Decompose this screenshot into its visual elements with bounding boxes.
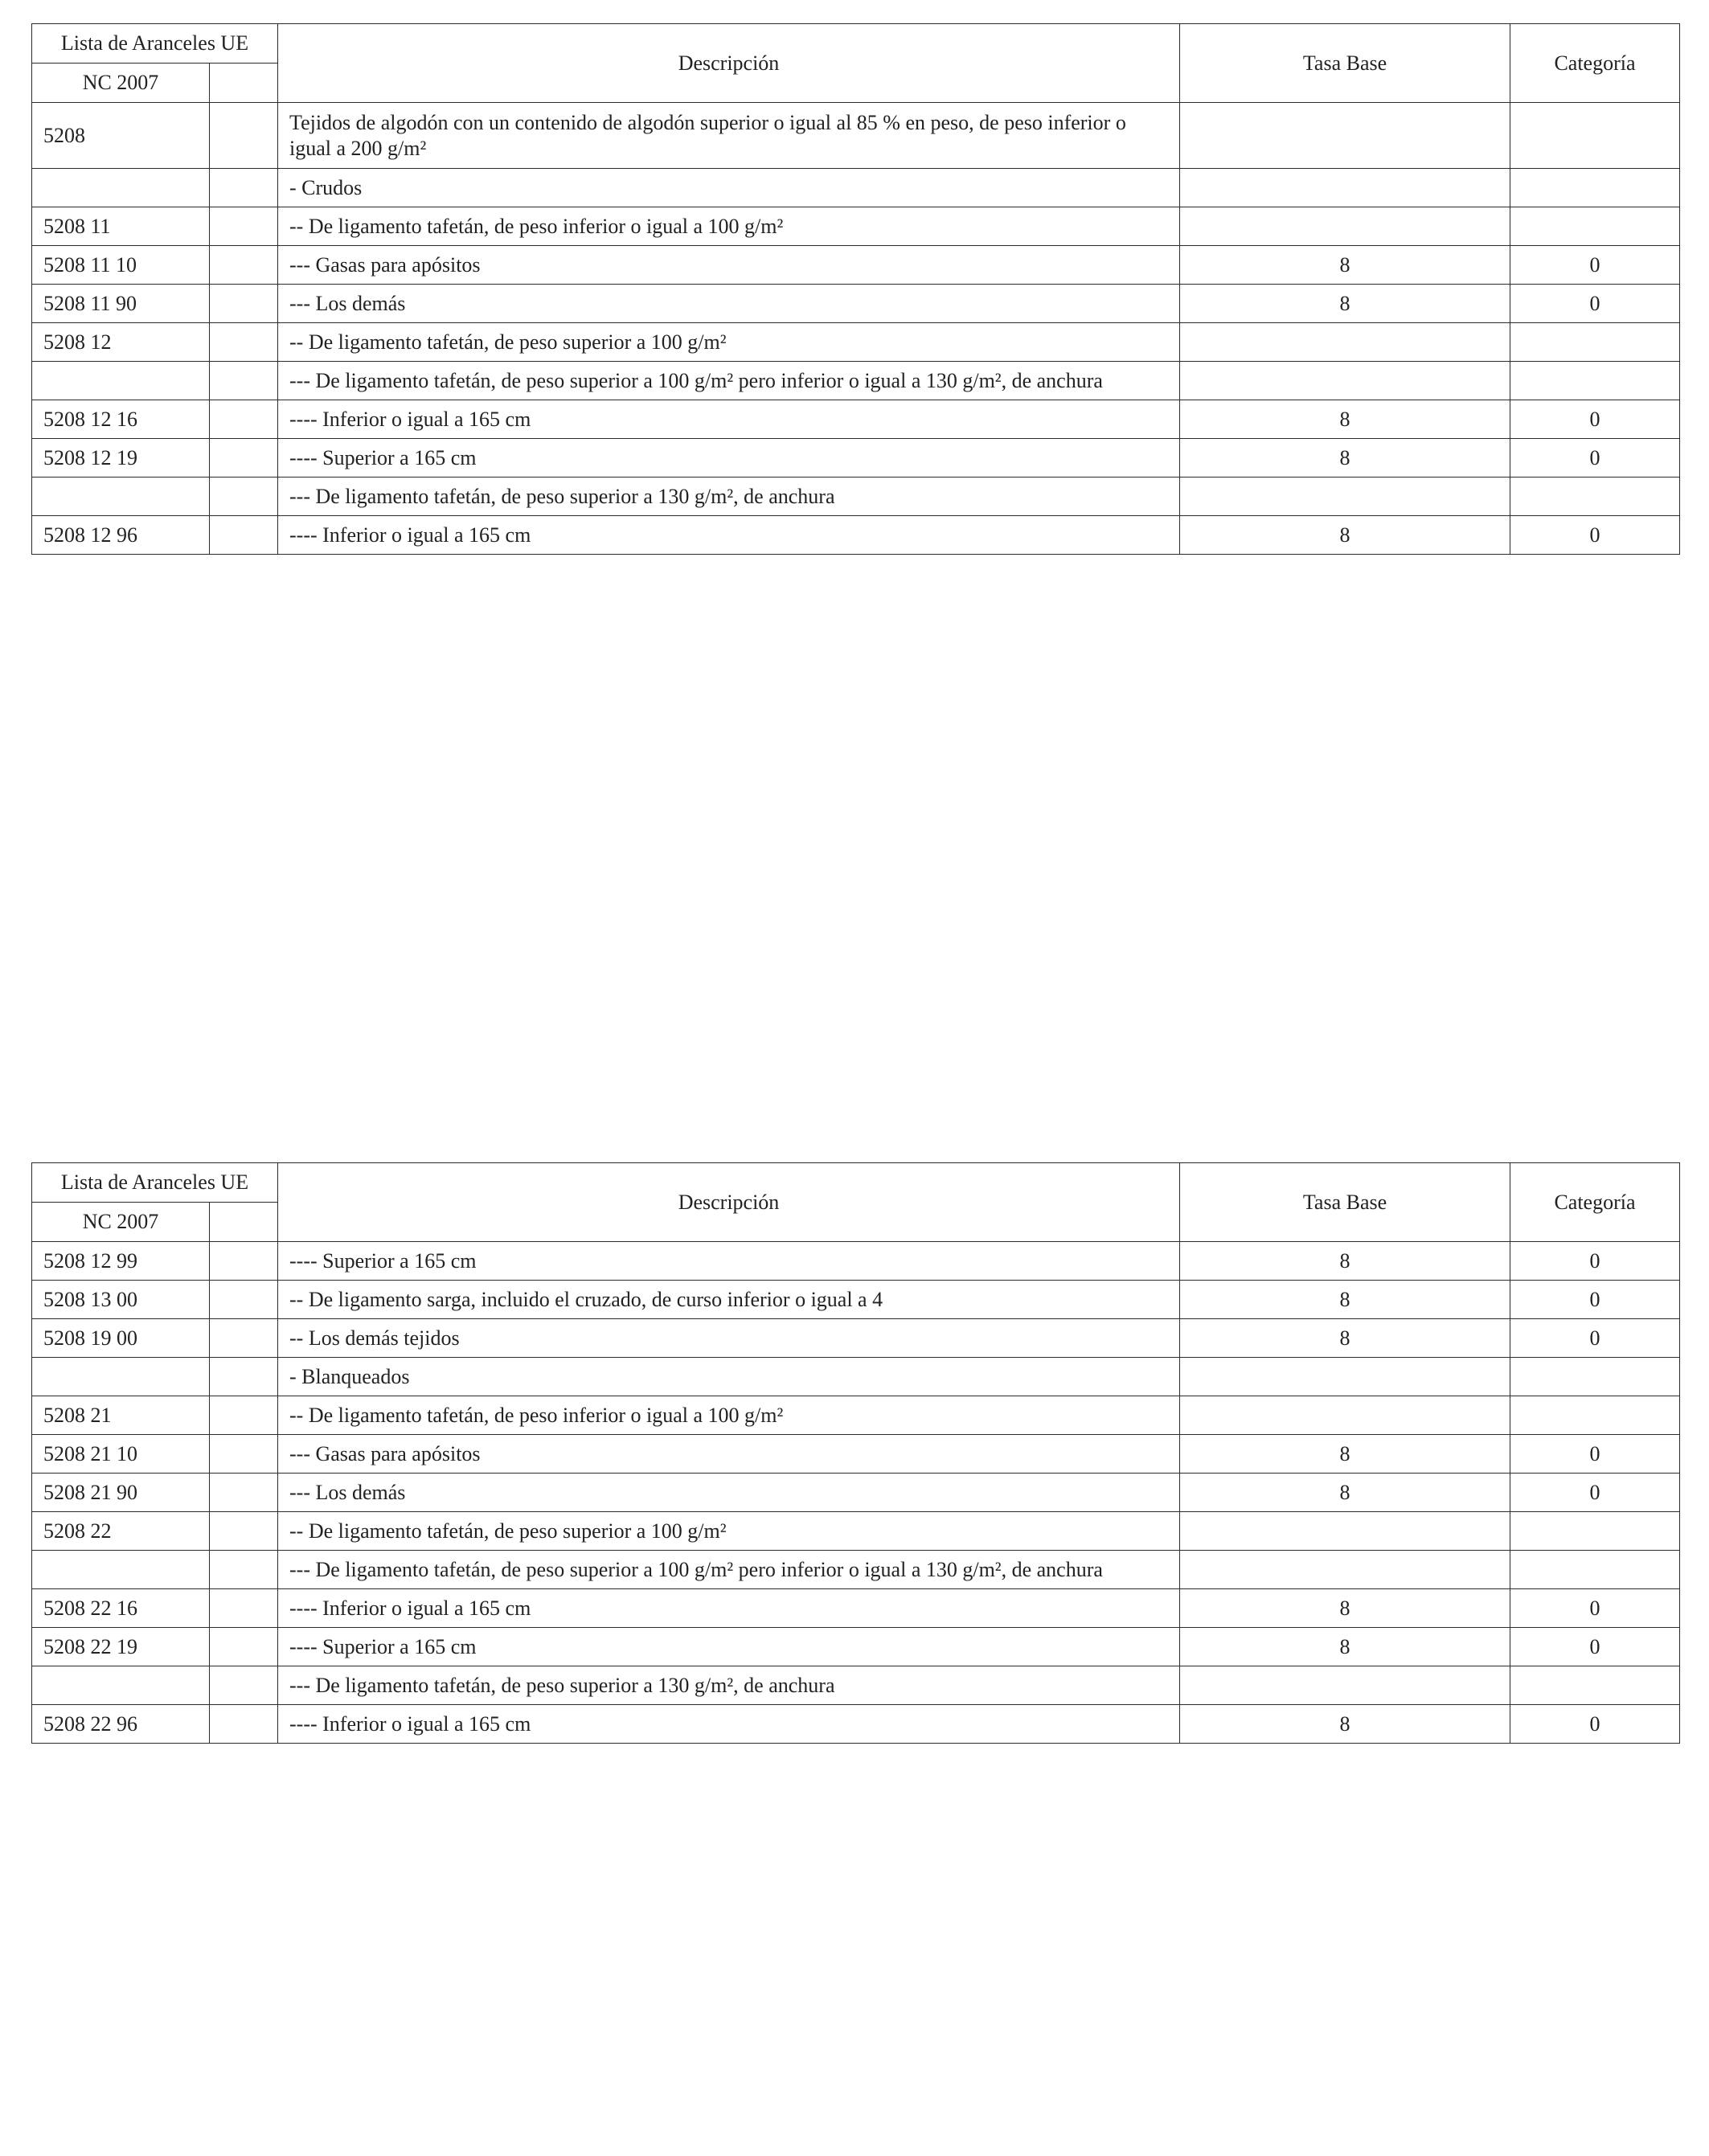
blank-cell <box>210 323 278 362</box>
category: 0 <box>1510 285 1680 323</box>
blank-cell <box>210 478 278 516</box>
blank-cell <box>210 1474 278 1512</box>
description: - Crudos <box>278 169 1180 207</box>
category: 0 <box>1510 1474 1680 1512</box>
base-rate: 8 <box>1180 1628 1510 1666</box>
header-row <box>32 24 1680 64</box>
cn-code: 5208 11 <box>32 207 210 246</box>
blank-cell <box>210 362 278 400</box>
blank-cell <box>210 1358 278 1396</box>
category: 0 <box>1510 1628 1680 1666</box>
description: -- De ligamento tafetán, de peso inferior o igual a 100 g/m² <box>278 1396 1180 1435</box>
description: -- De ligamento tafetán, de peso superior a 100 g/m² <box>278 1512 1180 1551</box>
blank-cell <box>210 1435 278 1474</box>
header-descripcion: Descripción <box>278 24 1180 103</box>
category <box>1510 1396 1680 1435</box>
table-row <box>32 1705 1680 1744</box>
base-rate: 8 <box>1180 285 1510 323</box>
blank-cell <box>210 1666 278 1705</box>
base-rate <box>1180 478 1510 516</box>
header-lista-aranceles: Lista de Aranceles UE <box>32 1163 278 1203</box>
base-rate <box>1180 169 1510 207</box>
cn-code: 5208 22 96 <box>32 1705 210 1744</box>
cn-code: 5208 22 16 <box>32 1589 210 1628</box>
base-rate: 8 <box>1180 1319 1510 1358</box>
description: ---- Superior a 165 cm <box>278 1242 1180 1281</box>
base-rate <box>1180 323 1510 362</box>
category: 0 <box>1510 516 1680 555</box>
description: --- Gasas para apósitos <box>278 246 1180 285</box>
header-categoria: Categoría <box>1510 24 1680 103</box>
header-row <box>32 1163 1680 1203</box>
category: 0 <box>1510 246 1680 285</box>
blank-cell <box>210 439 278 478</box>
table-row <box>32 1435 1680 1474</box>
cn-code: 5208 12 16 <box>32 400 210 439</box>
table-row <box>32 169 1680 207</box>
table-row <box>32 1551 1680 1589</box>
table-row <box>32 1396 1680 1435</box>
base-rate <box>1180 1512 1510 1551</box>
table-row <box>32 1242 1680 1281</box>
description: ---- Inferior o igual a 165 cm <box>278 1705 1180 1744</box>
cn-code: 5208 12 19 <box>32 439 210 478</box>
table-row <box>32 439 1680 478</box>
table-row <box>32 285 1680 323</box>
cn-code: 5208 19 00 <box>32 1319 210 1358</box>
tariff-table-2 <box>31 1162 1680 1744</box>
header-blank-cell <box>210 64 278 103</box>
blank-cell <box>210 516 278 555</box>
base-rate <box>1180 1358 1510 1396</box>
description: ---- Inferior o igual a 165 cm <box>278 516 1180 555</box>
cn-code: 5208 <box>32 103 210 169</box>
base-rate <box>1180 207 1510 246</box>
base-rate <box>1180 1551 1510 1589</box>
cn-code: 5208 12 <box>32 323 210 362</box>
blank-cell <box>210 169 278 207</box>
blank-cell <box>210 207 278 246</box>
blank-cell <box>210 400 278 439</box>
table-row <box>32 103 1680 169</box>
cn-code: 5208 11 10 <box>32 246 210 285</box>
table-row <box>32 1281 1680 1319</box>
cn-code: 5208 21 <box>32 1396 210 1435</box>
table-row <box>32 1628 1680 1666</box>
description: --- Los demás <box>278 285 1180 323</box>
cn-code: 5208 12 96 <box>32 516 210 555</box>
table-row <box>32 323 1680 362</box>
tariff-table-2-body <box>32 1163 1680 1744</box>
table-row <box>32 1474 1680 1512</box>
base-rate: 8 <box>1180 516 1510 555</box>
description: -- De ligamento tafetán, de peso inferior o igual a 100 g/m² <box>278 207 1180 246</box>
blank-cell <box>210 1396 278 1435</box>
cn-code: 5208 22 <box>32 1512 210 1551</box>
blank-cell <box>210 1512 278 1551</box>
cn-code: 5208 21 90 <box>32 1474 210 1512</box>
blank-cell <box>210 1551 278 1589</box>
base-rate: 8 <box>1180 246 1510 285</box>
category: 0 <box>1510 1589 1680 1628</box>
base-rate <box>1180 103 1510 169</box>
description: --- De ligamento tafetán, de peso superior a 130 g/m², de anchura <box>278 478 1180 516</box>
description: ---- Inferior o igual a 165 cm <box>278 1589 1180 1628</box>
base-rate <box>1180 1666 1510 1705</box>
header-tasa-base: Tasa Base <box>1180 24 1510 103</box>
base-rate: 8 <box>1180 400 1510 439</box>
category <box>1510 103 1680 169</box>
description: - Blanqueados <box>278 1358 1180 1396</box>
header-nc-2007: NC 2007 <box>32 1203 210 1242</box>
header-nc-2007: NC 2007 <box>32 64 210 103</box>
category: 0 <box>1510 1705 1680 1744</box>
cn-code: 5208 12 99 <box>32 1242 210 1281</box>
table-row <box>32 400 1680 439</box>
description: ---- Superior a 165 cm <box>278 1628 1180 1666</box>
description: -- De ligamento tafetán, de peso superior a 100 g/m² <box>278 323 1180 362</box>
table-row <box>32 246 1680 285</box>
table-row <box>32 1589 1680 1628</box>
category <box>1510 478 1680 516</box>
base-rate: 8 <box>1180 1474 1510 1512</box>
category: 0 <box>1510 1281 1680 1319</box>
tariff-table-1 <box>31 23 1680 555</box>
header-categoria: Categoría <box>1510 1163 1680 1242</box>
description: ---- Superior a 165 cm <box>278 439 1180 478</box>
cn-code: 5208 13 00 <box>32 1281 210 1319</box>
description: -- Los demás tejidos <box>278 1319 1180 1358</box>
base-rate: 8 <box>1180 1589 1510 1628</box>
base-rate <box>1180 1396 1510 1435</box>
blank-cell <box>210 103 278 169</box>
category: 0 <box>1510 439 1680 478</box>
blank-cell <box>210 285 278 323</box>
category: 0 <box>1510 1242 1680 1281</box>
description: --- Gasas para apósitos <box>278 1435 1180 1474</box>
header-descripcion: Descripción <box>278 1163 1180 1242</box>
cn-code <box>32 1666 210 1705</box>
header-lista-aranceles: Lista de Aranceles UE <box>32 24 278 64</box>
category: 0 <box>1510 1319 1680 1358</box>
cn-code <box>32 1358 210 1396</box>
blank-cell <box>210 1705 278 1744</box>
table-row <box>32 1512 1680 1551</box>
cn-code <box>32 362 210 400</box>
cn-code <box>32 478 210 516</box>
tariff-table-1-body <box>32 24 1680 555</box>
cn-code <box>32 169 210 207</box>
cn-code: 5208 21 10 <box>32 1435 210 1474</box>
table-row <box>32 207 1680 246</box>
category: 0 <box>1510 400 1680 439</box>
category <box>1510 169 1680 207</box>
table-row <box>32 1319 1680 1358</box>
blank-cell <box>210 1589 278 1628</box>
base-rate <box>1180 362 1510 400</box>
category <box>1510 1512 1680 1551</box>
table-row <box>32 478 1680 516</box>
category: 0 <box>1510 1435 1680 1474</box>
base-rate: 8 <box>1180 1242 1510 1281</box>
blank-cell <box>210 1319 278 1358</box>
category <box>1510 362 1680 400</box>
header-tasa-base: Tasa Base <box>1180 1163 1510 1242</box>
blank-cell <box>210 1628 278 1666</box>
description: --- De ligamento tafetán, de peso superior a 100 g/m² pero inferior o igual a 130 g/m², de anchura <box>278 1551 1180 1589</box>
description: --- De ligamento tafetán, de peso superior a 130 g/m², de anchura <box>278 1666 1180 1705</box>
category <box>1510 1551 1680 1589</box>
table-row <box>32 516 1680 555</box>
blank-cell <box>210 1242 278 1281</box>
base-rate: 8 <box>1180 1435 1510 1474</box>
blank-cell <box>210 1281 278 1319</box>
base-rate: 8 <box>1180 439 1510 478</box>
header-blank-cell <box>210 1203 278 1242</box>
description: Tejidos de algodón con un contenido de algodón superior o igual al 85 % en peso, de peso inferior o igual a 200 g/m² <box>278 103 1180 169</box>
base-rate: 8 <box>1180 1705 1510 1744</box>
cn-code: 5208 22 19 <box>32 1628 210 1666</box>
table-row <box>32 362 1680 400</box>
base-rate: 8 <box>1180 1281 1510 1319</box>
cn-code: 5208 11 90 <box>32 285 210 323</box>
description: ---- Inferior o igual a 165 cm <box>278 400 1180 439</box>
category <box>1510 207 1680 246</box>
table-row <box>32 1358 1680 1396</box>
category <box>1510 323 1680 362</box>
table-row <box>32 1666 1680 1705</box>
description: -- De ligamento sarga, incluido el cruzado, de curso inferior o igual a 4 <box>278 1281 1180 1319</box>
description: --- De ligamento tafetán, de peso superior a 100 g/m² pero inferior o igual a 130 g/m², de anchura <box>278 362 1180 400</box>
description: --- Los demás <box>278 1474 1180 1512</box>
cn-code <box>32 1551 210 1589</box>
category <box>1510 1358 1680 1396</box>
category <box>1510 1666 1680 1705</box>
blank-cell <box>210 246 278 285</box>
